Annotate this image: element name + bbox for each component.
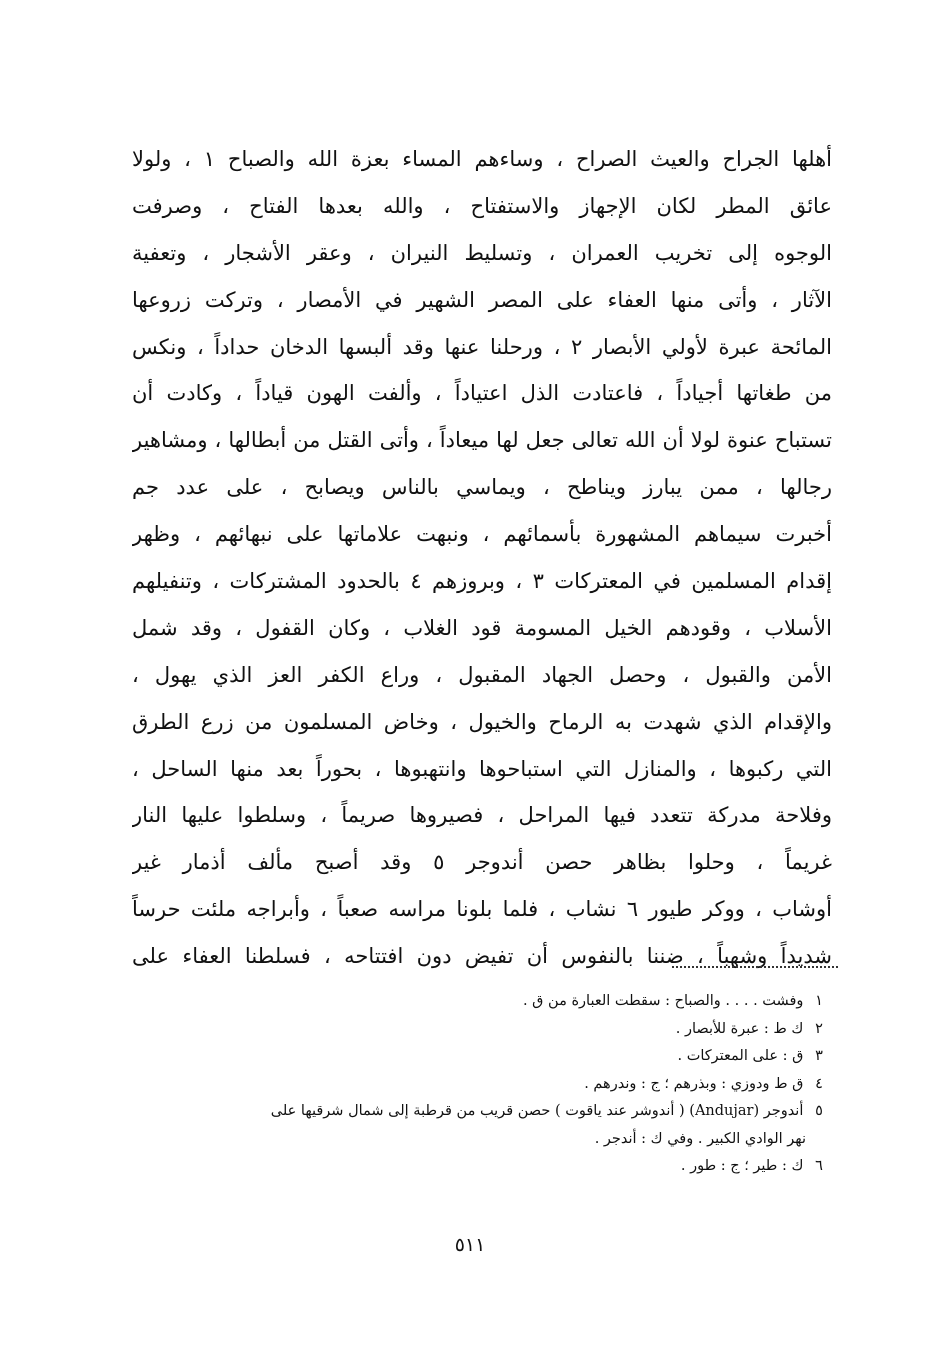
text-line: وفلاحة مدركة تتعدد فيها المراحل ، فصيروها صريماً ، وسلطوا عليها النار — [132, 803, 832, 828]
text-line: الآثار ، وأتى منها العفاء على المصر الشهير في الأمصار ، وتركت زروعها — [132, 287, 832, 312]
text-line: غريماً ، وحلوا بظاهر حصن أندوجر ٥ وقد أصبح مألف أذمار غير — [132, 850, 832, 875]
text-line: أوشاب ، ووكر طيور ٦ نشاب ، فلما بلونا مراسه صعباً ، وأبراجه ملئت حرساً — [132, 897, 832, 922]
main-text — [132, 136, 832, 980]
page-number: ٥١١ — [454, 1234, 486, 1256]
text-line: الأمن والقبول ، وحصل الجهاد المقبول ، وراع الكفر العز الذي يهول ، — [132, 662, 832, 687]
footnote — [110, 1043, 830, 1071]
footnote-text: وفشت . . . . والصباح : سقطت العبارة من ق . — [522, 993, 804, 1009]
footnote — [110, 1071, 830, 1099]
footnote — [110, 988, 830, 1016]
footnote-text: نهر الوادي الكبير . وفي ك : أندجر . — [594, 1130, 806, 1147]
text-line: من طغاتها أجياداً ، فاعتادت الذل اعتياداً ، وألفت الهون قياداً ، وكادت أن — [132, 381, 832, 406]
text-line: أخبرت سيماهم المشهورة بأسمائهم ، ونبهت علاماتها على نبهائهم ، وظهر — [132, 522, 832, 547]
footnote-number: ٤ — [815, 1075, 823, 1092]
footnote-continuation — [110, 1126, 830, 1154]
footnote-separator — [672, 966, 838, 968]
text-line: المائحة عبرة لأولي الأبصار ٢ ، ورحلنا عنها وقد ألبسها الدخان حداداً ، ونكس — [132, 334, 832, 359]
footnote — [110, 1098, 830, 1126]
text-line: تستباح عنوة لولا أن الله تعالى جعل لها ميعاداً ، وأتى القتل من أبطالها ، ومشاهير — [132, 428, 832, 453]
footnote-number: ٣ — [815, 1048, 823, 1064]
footnote-number: ١ — [815, 993, 823, 1009]
footnote-text: ك : طير ؛ ج : طور . — [680, 1158, 804, 1174]
text-line: الأسلاب ، وقودهم الخيل المسومة قود الغلاب ، وكان القفول ، وقد شمل — [132, 615, 832, 640]
text-line: أهلها الجراح والعيث الصراح ، وساءهم المساء بعزة الله والصباح ١ ، ولولا — [132, 147, 832, 171]
text-line: التي ركبوها ، والمنازل التي استباحوها وانتهبوها ، بحوراً بعد منها الساحل ، — [132, 756, 832, 781]
footnotes — [110, 988, 830, 1181]
footnote-number: ٢ — [815, 1020, 823, 1037]
footnote-text: ك ط : عبرة للأبصار . — [675, 1020, 804, 1037]
footnote — [110, 1153, 830, 1181]
footnote — [110, 1016, 830, 1044]
footnote-number: ٦ — [815, 1158, 823, 1174]
footnote-text: ق ط ودوزي : وبذرهم ؛ ج : وندرهم . — [584, 1075, 804, 1092]
text-line: إقدام المسلمين في المعتركات ٣ ، وبروزهم ٤ بالحدود المشتركات ، وتنفيلهم — [132, 569, 832, 594]
footnote-text: أندوجر (Andujar) ( أندوشر عند ياقوت ) حصن قريب من قرطبة إلى شمال شرقيها على — [270, 1103, 804, 1119]
text-line: شديداً وشهباً ، ضننا بالنفوس أن تفيض دون افتتاحه ، فسلطنا العفاء على — [132, 944, 832, 969]
text-line: الوجوه إلى تخريب العمران ، وتسليط النيران ، وعقر الأشجار ، وتعفية — [132, 240, 832, 265]
footnote-number: ٥ — [815, 1103, 823, 1119]
footnote-text: ق : على المعتركات . — [677, 1048, 804, 1064]
text-line: رجالها ، ممن يبارز ويناطح ، ويماسي بالناس ويصابح ، على عدد جم — [132, 475, 832, 500]
text-line: عائق المطر لكان الإجهاز والاستفتاح ، والله بعدها الفتاح ، وصرفت — [132, 193, 832, 218]
text-line: والإقدام الذي شهدت به الرماح والخيول ، وخاض المسلمون من زرع الطرق — [132, 709, 832, 734]
